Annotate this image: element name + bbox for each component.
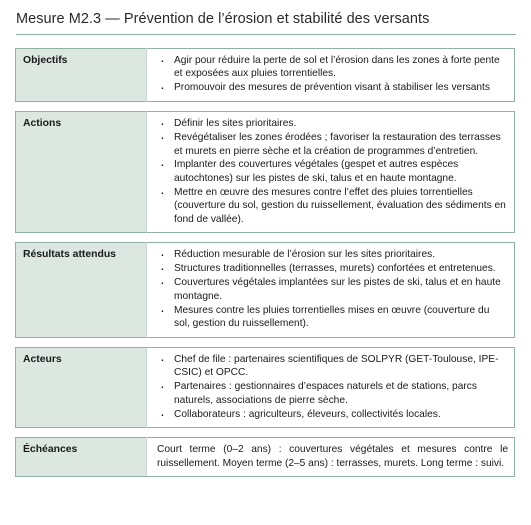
list-item: . Implanter des couvertures végétales (gespet et autres espèces autochtones) sur les pistes de ski, talus et en haute montagne. bbox=[157, 158, 508, 185]
list-item: . Chef de file : partenaires scientifiques de SOLPYR (GET-Toulouse, IPE-CSIC) et OPCC. bbox=[157, 353, 508, 380]
list-item: . Revégétaliser les zones érodées ; favoriser la restauration des terrasses et murets en pierre sèche et la création de programmes d’entretien. bbox=[157, 131, 508, 158]
row-label-acteurs: Acteurs bbox=[16, 347, 147, 428]
row-spacer bbox=[16, 102, 515, 112]
row-content-objectifs bbox=[147, 49, 515, 102]
row-label-resultats: Résultats attendus bbox=[16, 243, 147, 337]
row-echeances bbox=[16, 438, 515, 477]
list-item: . Promouvoir des mesures de prévention visant à stabiliser les versants bbox=[157, 81, 508, 94]
list-item: . Partenaires : gestionnaires d’espaces naturels et de stations, parcs naturels, associations de pierre sèche. bbox=[157, 380, 508, 407]
row-label-echeances: Échéances bbox=[16, 438, 147, 477]
row-spacer bbox=[16, 337, 515, 347]
row-spacer bbox=[16, 428, 515, 438]
list-item: . Mettre en œuvre des mesures contre l’effet des pluies torrentielles (couverture du sol, gestion du ruissellement, évaluation des sédiments en fond de vallée). bbox=[157, 186, 508, 226]
row-objectifs bbox=[16, 49, 515, 102]
measure-table bbox=[15, 48, 515, 477]
list-item: . Définir les sites prioritaires. bbox=[157, 117, 508, 130]
list-item: . Mesures contre les pluies torrentielles mises en œuvre (couverture du sol, gestion du ruissellement). bbox=[157, 304, 508, 331]
row-resultats bbox=[16, 243, 515, 337]
acteurs-list bbox=[157, 353, 508, 421]
row-content-resultats bbox=[147, 243, 515, 337]
row-acteurs bbox=[16, 347, 515, 428]
objectifs-list bbox=[157, 54, 508, 95]
row-content-actions bbox=[147, 112, 515, 233]
list-item: . Agir pour réduire la perte de sol et l’érosion dans les zones à forte pente et exposées aux pluies torrentielles. bbox=[157, 54, 508, 81]
title-divider bbox=[16, 34, 516, 35]
row-spacer bbox=[16, 233, 515, 243]
list-item: . Structures traditionnelles (terrasses, murets) confortées et entretenues. bbox=[157, 262, 508, 275]
row-content-acteurs bbox=[147, 347, 515, 428]
row-content-echeances: Court terme (0–2 ans) : couvertures végétales et mesures contre le ruissellement. Moyen terme (2–5 ans) : terrasses, murets. Long terme : suivi. bbox=[147, 438, 515, 477]
row-actions bbox=[16, 112, 515, 233]
list-item: . Réduction mesurable de l’érosion sur les sites prioritaires. bbox=[157, 248, 508, 261]
list-item: . Collaborateurs : agriculteurs, éleveurs, collectivités locales. bbox=[157, 408, 508, 421]
row-label-actions: Actions bbox=[16, 112, 147, 233]
row-label-objectifs: Objectifs bbox=[16, 49, 147, 102]
resultats-list bbox=[157, 248, 508, 330]
list-item: . Couvertures végétales implantées sur les pistes de ski, talus et en haute montagne. bbox=[157, 276, 508, 303]
page-title: Mesure M2.3 — Prévention de l’érosion et stabilité des versants bbox=[16, 11, 430, 27]
actions-list bbox=[157, 117, 508, 226]
